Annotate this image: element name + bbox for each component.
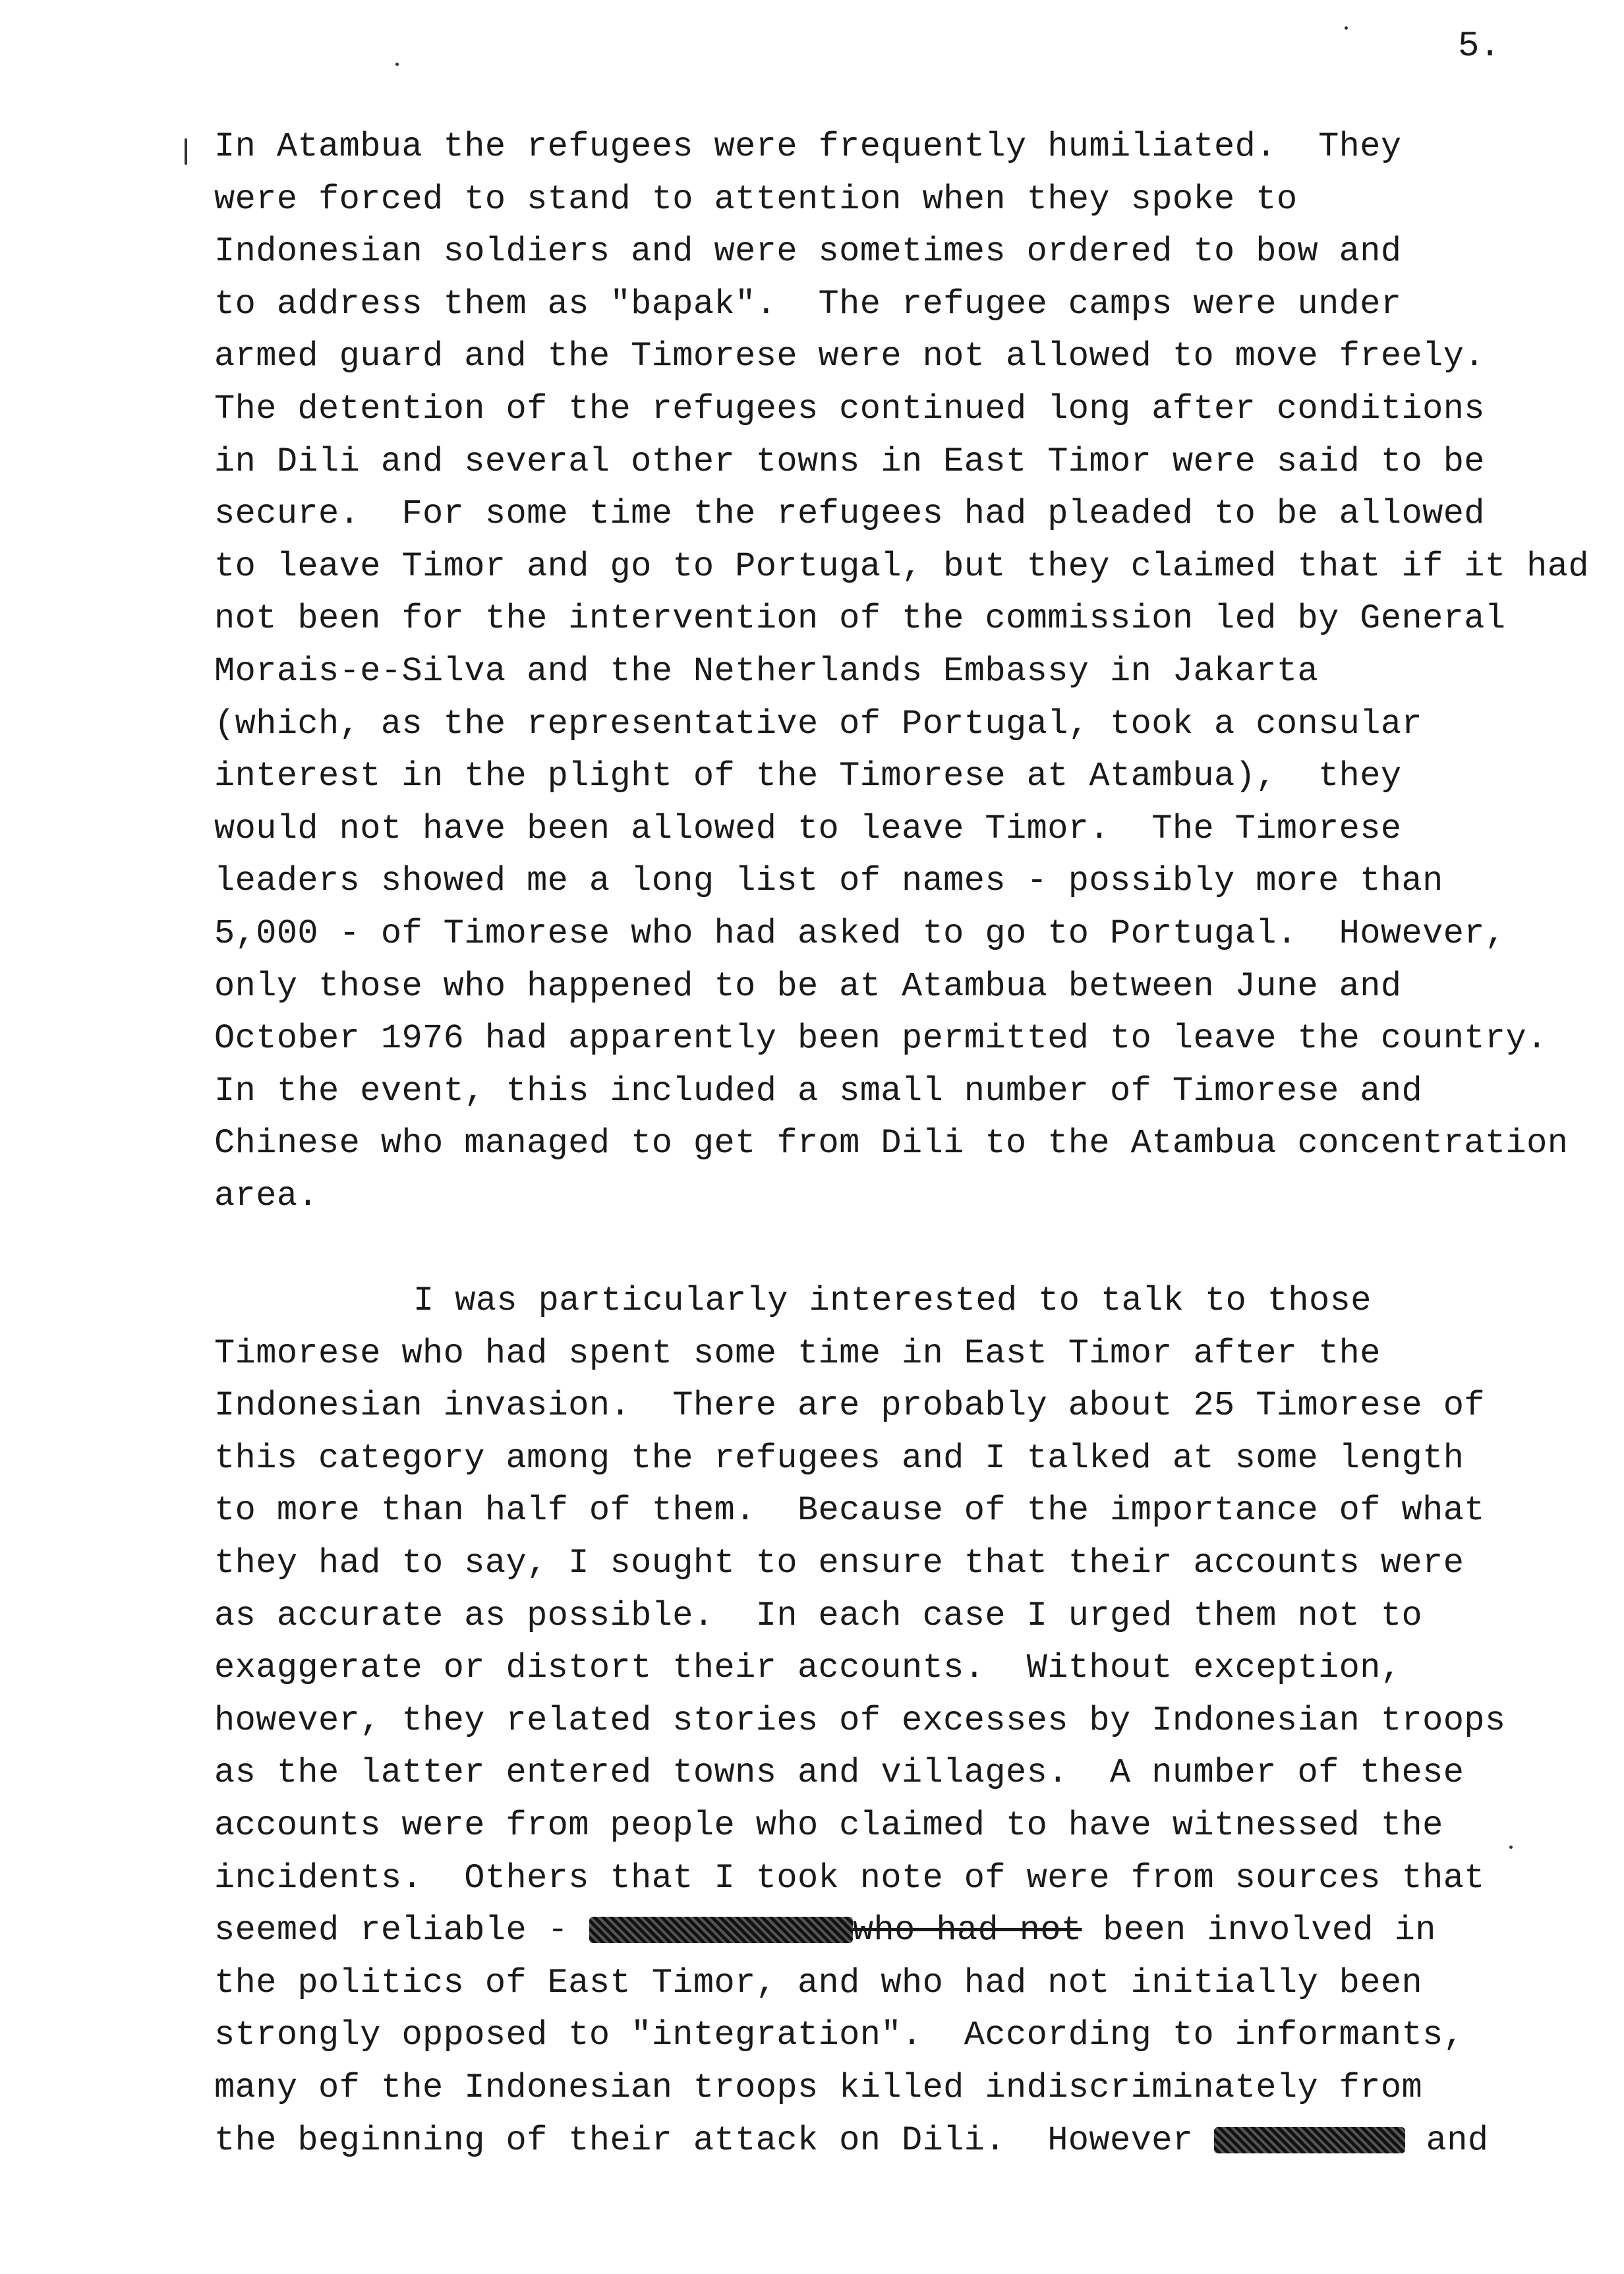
text-line: The detention of the refugees continued long after conditions	[214, 389, 1485, 428]
text-segment: seemed reliable -	[214, 1911, 589, 1950]
text-line: 5,000 - of Timorese who had asked to go to Portugal. However,	[214, 914, 1506, 953]
text-line: armed guard and the Timorese were not allowed to move freely.	[214, 337, 1485, 376]
text-line: exaggerate or distort their accounts. Without exception,	[214, 1648, 1402, 1688]
text-line: Morais-e-Silva and the Netherlands Embassy in Jakarta	[214, 651, 1319, 691]
text-line: this category among the refugees and I talked at some length	[214, 1438, 1464, 1478]
text-segment: and	[1405, 2120, 1489, 2160]
text-line: many of the Indonesian troops killed indiscriminately from	[214, 2068, 1423, 2107]
text-line: incidents. Others that I took note of were from sources that	[214, 1858, 1485, 1898]
text-line: as the latter entered towns and villages. A number of these	[214, 1753, 1464, 1793]
text-line: interest in the plight of the Timorese at Atambua), they	[214, 757, 1402, 796]
speck	[1345, 26, 1348, 30]
text-line: In Atambua the refugees were frequently humiliated. They	[214, 127, 1402, 166]
text-line: were forced to stand to attention when they spoke to	[214, 179, 1298, 219]
redaction-block	[589, 1917, 853, 1943]
page-number: 5.	[1458, 26, 1501, 67]
text-line: Chinese who managed to get from Dili to the Atambua concentration	[214, 1124, 1569, 1163]
text-line: Timorese who had spent some time in East Timor after the	[214, 1333, 1381, 1373]
text-line: October 1976 had apparently been permitted to leave the country.	[214, 1019, 1548, 1059]
text-line: secure. For some time the refugees had pleaded to be allowed	[214, 494, 1485, 534]
text-line: to leave Timor and go to Portugal, but they claimed that if it had	[214, 546, 1589, 586]
text-line: to address them as "bapak". The refugee camps were under	[214, 284, 1402, 324]
speck	[395, 63, 399, 66]
redaction-block	[1214, 2127, 1405, 2153]
text-line: In the event, this included a small number of Timorese and	[214, 1071, 1423, 1111]
text-line: accounts were from people who claimed to have witnessed the	[214, 1806, 1443, 1845]
text-line: Indonesian invasion. There are probably about 25 Timorese of	[214, 1386, 1485, 1426]
text-line: area.	[214, 1176, 319, 1215]
text-line: would not have been allowed to leave Timor. The Timorese	[214, 809, 1402, 848]
text-line: strongly opposed to "integration". According to informants,	[214, 2016, 1464, 2055]
margin-mark	[185, 138, 187, 165]
text-line: as accurate as possible. In each case I urged them not to	[214, 1596, 1423, 1635]
text-line: (which, as the representative of Portugal, took a consular	[214, 704, 1423, 743]
text-line: however, they related stories of excesses by Indonesian troops	[214, 1701, 1506, 1740]
text-line: in Dili and several other towns in East Timor were said to be	[214, 442, 1485, 481]
speck	[1509, 1846, 1513, 1849]
text-line: they had to say, I sought to ensure that their accounts were	[214, 1544, 1464, 1583]
document-body	[214, 121, 1611, 2167]
text-line: Indonesian soldiers and were sometimes ordered to bow and	[214, 232, 1402, 272]
text-line: not been for the intervention of the commission led by General	[214, 599, 1506, 639]
text-line-redacted	[214, 1904, 1611, 1957]
struck-text: who had not	[852, 1911, 1082, 1950]
text-line: leaders showed me a long list of names - possibly more than	[214, 861, 1443, 901]
text-line: only those who happened to be at Atambua between June and	[214, 966, 1402, 1006]
text-line: the politics of East Timor, and who had not initially been	[214, 1963, 1423, 2002]
text-segment: the beginning of their attack on Dili. However	[214, 2120, 1215, 2160]
text-line-redacted	[214, 2114, 1611, 2167]
text-segment: been involved in	[1082, 1911, 1436, 1950]
text-line: to more than half of them. Because of the importance of what	[214, 1491, 1485, 1531]
text-line: I was particularly interested to talk to those	[413, 1281, 1372, 1321]
